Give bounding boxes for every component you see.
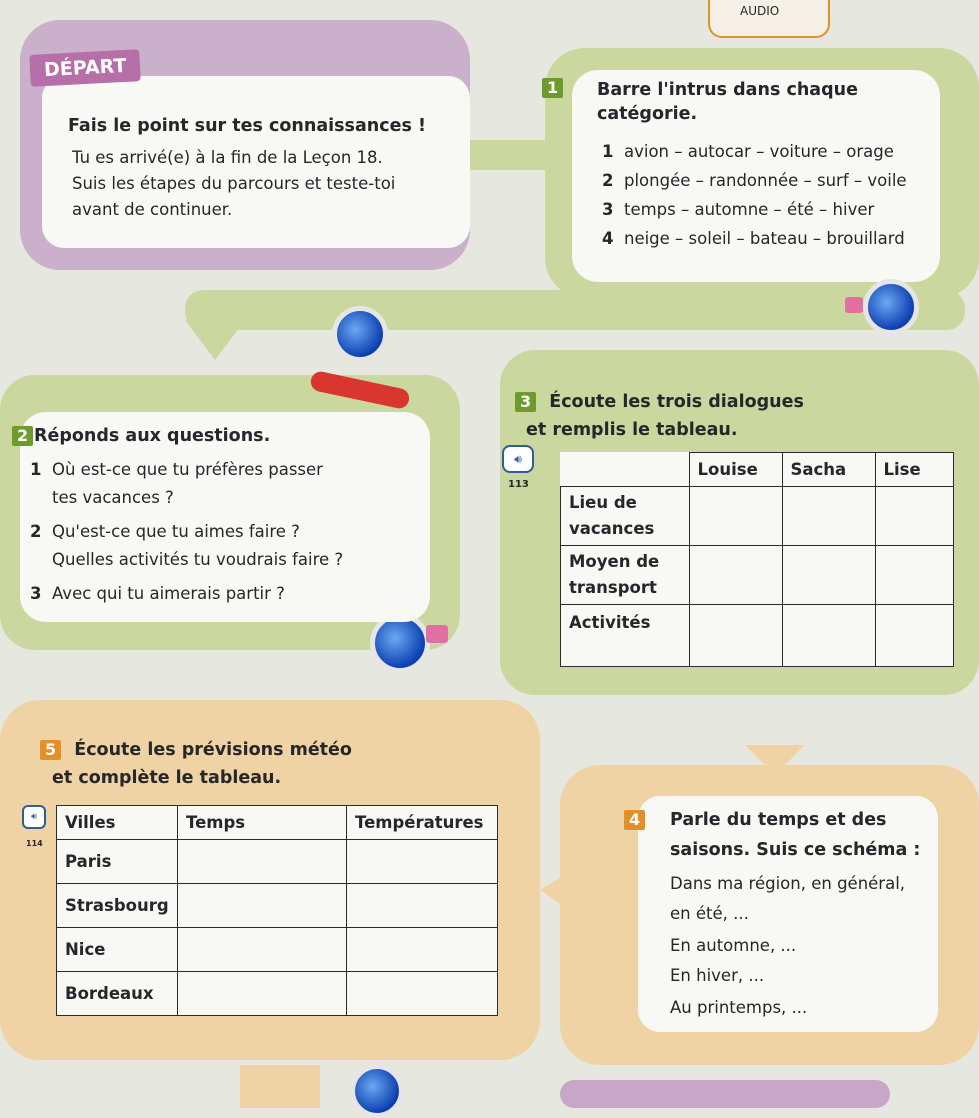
ex2-card bbox=[17, 412, 430, 622]
helmet-icon bbox=[370, 613, 430, 673]
ex3-cell[interactable] bbox=[875, 487, 954, 546]
ex5-cell[interactable] bbox=[347, 928, 498, 972]
ex1-item-2-num: 2 bbox=[602, 171, 614, 190]
ex5-title-1: Écoute les prévisions météo bbox=[74, 740, 352, 760]
ex3-cell[interactable] bbox=[782, 487, 875, 546]
ex1-item-2-text: plongée – randonnée – surf – voile bbox=[623, 171, 907, 190]
ex4-line-3: En automne, ... bbox=[670, 936, 797, 955]
astronaut-skateboard-illustration bbox=[300, 300, 430, 420]
ex2-number: 2 bbox=[12, 426, 33, 446]
ex4-line-5: Au printemps, ... bbox=[670, 998, 808, 1017]
ex3-row-activites-1: Activités bbox=[569, 613, 651, 632]
ex1-item-1 bbox=[602, 142, 894, 161]
ex5-cell[interactable] bbox=[347, 840, 498, 884]
ex5-table bbox=[56, 805, 498, 1016]
audio-track-number: 114 bbox=[26, 839, 43, 848]
ex1-card bbox=[547, 70, 940, 282]
ex3-table bbox=[560, 452, 954, 667]
ex2-q2-line2: Quelles activités tu voudrais faire ? bbox=[52, 550, 344, 569]
speaker-icon: 🔊︎ bbox=[502, 445, 534, 473]
ex3-number: 3 bbox=[515, 392, 536, 412]
ex3-row-lieu-1: Lieu de bbox=[569, 493, 637, 512]
helmet-icon bbox=[332, 306, 388, 362]
ex4-title-1: Parle du temps et des bbox=[670, 810, 887, 830]
ex5-city-bordeaux: Bordeaux bbox=[57, 972, 178, 1016]
ex5-cell[interactable] bbox=[178, 928, 347, 972]
ex2-question-2 bbox=[30, 522, 300, 541]
ex4-number: 4 bbox=[624, 810, 645, 830]
audio-track-114[interactable] bbox=[22, 805, 52, 848]
ex4-line-1: Dans ma région, en général, bbox=[670, 874, 906, 893]
audio-track-number: 113 bbox=[508, 479, 529, 490]
ex1-item-4-num: 4 bbox=[602, 229, 614, 248]
ex5-city-paris: Paris bbox=[57, 840, 178, 884]
ex1-title-2: catégorie. bbox=[597, 104, 698, 124]
audio-track-113[interactable] bbox=[502, 445, 544, 490]
ex1-item-3-text: temps – automne – été – hiver bbox=[623, 200, 875, 219]
depart-title: Fais le point sur tes connaissances ! bbox=[68, 116, 426, 136]
ex2-q3-line1: Avec qui tu aimerais partir ? bbox=[51, 584, 285, 603]
depart-label-text: DÉPART bbox=[43, 54, 127, 82]
depart-line-1: Tu es arrivé(e) à la fin de la Leçon 18. bbox=[72, 148, 383, 167]
ex2-q1-num: 1 bbox=[30, 460, 42, 479]
depart-card bbox=[42, 76, 470, 248]
ex1-item-3 bbox=[602, 200, 874, 219]
ex1-item-1-text: avion – autocar – voiture – orage bbox=[623, 142, 894, 161]
ex5-header-villes: Villes bbox=[57, 806, 178, 840]
ex3-cell[interactable] bbox=[782, 605, 875, 667]
ex3-col-louise: Louise bbox=[689, 453, 782, 487]
astronaut-camera-illustration-middle bbox=[330, 605, 470, 745]
ex5-header-temps: Temps bbox=[178, 806, 347, 840]
ex4-line-4: En hiver, ... bbox=[670, 966, 765, 985]
ex5-cell[interactable] bbox=[178, 972, 347, 1016]
ex3-row-moyen-2: transport bbox=[569, 578, 657, 597]
helmet-icon bbox=[863, 279, 919, 335]
astronaut-camera-illustration-right bbox=[845, 275, 955, 405]
ex3-row-moyen bbox=[561, 546, 690, 605]
ex3-cell[interactable] bbox=[689, 546, 782, 605]
depart-label bbox=[29, 49, 141, 87]
audio-tab-label: AUDIO bbox=[740, 4, 780, 18]
ex1-item-2 bbox=[602, 171, 907, 190]
ex5-cell[interactable] bbox=[178, 884, 347, 928]
ex3-row-moyen-1: Moyen de bbox=[569, 552, 660, 571]
speaker-icon: 🔊︎ bbox=[22, 805, 46, 829]
ex2-question-1 bbox=[30, 460, 323, 479]
ex3-title-1: Écoute les trois dialogues bbox=[549, 392, 804, 412]
camera-icon bbox=[845, 297, 863, 313]
ex5-cell[interactable] bbox=[347, 884, 498, 928]
ex3-cell[interactable] bbox=[689, 487, 782, 546]
ex2-q1-line2: tes vacances ? bbox=[52, 488, 174, 507]
ex3-col-lise: Lise bbox=[875, 453, 954, 487]
ex1-item-4-text: neige – soleil – bateau – brouillard bbox=[623, 229, 905, 248]
ex3-title-2: et remplis le tableau. bbox=[526, 420, 738, 440]
ex2-question-3 bbox=[30, 584, 285, 603]
ex1-item-1-num: 1 bbox=[602, 142, 614, 161]
ex5-city-strasbourg: Strasbourg bbox=[57, 884, 178, 928]
ex5-cell[interactable] bbox=[347, 972, 498, 1016]
skateboard-icon bbox=[309, 370, 411, 410]
ex3-corner bbox=[561, 453, 690, 487]
ex3-cell[interactable] bbox=[875, 546, 954, 605]
audio-tab bbox=[708, 0, 830, 38]
ex2-q2-line1: Qu'est-ce que tu aimes faire ? bbox=[51, 522, 300, 541]
ex2-title: Réponds aux questions. bbox=[34, 426, 271, 446]
ex3-row-activites bbox=[561, 605, 690, 667]
ex5-title-block bbox=[40, 740, 352, 760]
ex1-item-3-num: 3 bbox=[602, 200, 614, 219]
ex3-col-sacha: Sacha bbox=[782, 453, 875, 487]
ex5-number: 5 bbox=[40, 740, 61, 760]
ex4-line-2: en été, ... bbox=[670, 904, 749, 923]
ex3-row-lieu bbox=[561, 487, 690, 546]
ex4-title-2: saisons. Suis ce schéma : bbox=[670, 840, 921, 860]
astronaut-bottom-illustration bbox=[340, 1060, 410, 1108]
ex2-q2-num: 2 bbox=[30, 522, 42, 541]
ex1-title-1: Barre l'intrus dans chaque bbox=[597, 80, 858, 100]
camera-icon bbox=[426, 625, 448, 643]
ex3-cell[interactable] bbox=[689, 605, 782, 667]
ex5-header-temperatures: Températures bbox=[347, 806, 498, 840]
ex3-title-block bbox=[515, 392, 804, 412]
ex2-q3-num: 3 bbox=[30, 584, 42, 603]
ex5-title-2: et complète le tableau. bbox=[52, 768, 282, 788]
ex2-q1-line1: Où est-ce que tu préfères passer bbox=[51, 460, 323, 479]
helmet-icon bbox=[350, 1064, 404, 1118]
ex5-city-nice: Nice bbox=[57, 928, 178, 972]
ex4-card bbox=[629, 796, 938, 1032]
ex1-number: 1 bbox=[542, 78, 563, 98]
ex5-cell[interactable] bbox=[178, 840, 347, 884]
depart-line-2: Suis les étapes du parcours et teste-toi bbox=[72, 174, 396, 193]
ex3-cell[interactable] bbox=[782, 546, 875, 605]
ex1-item-4 bbox=[602, 229, 905, 248]
ex3-cell[interactable] bbox=[875, 605, 954, 667]
ex3-row-lieu-2: vacances bbox=[569, 519, 655, 538]
depart-line-3: avant de continuer. bbox=[72, 200, 233, 219]
